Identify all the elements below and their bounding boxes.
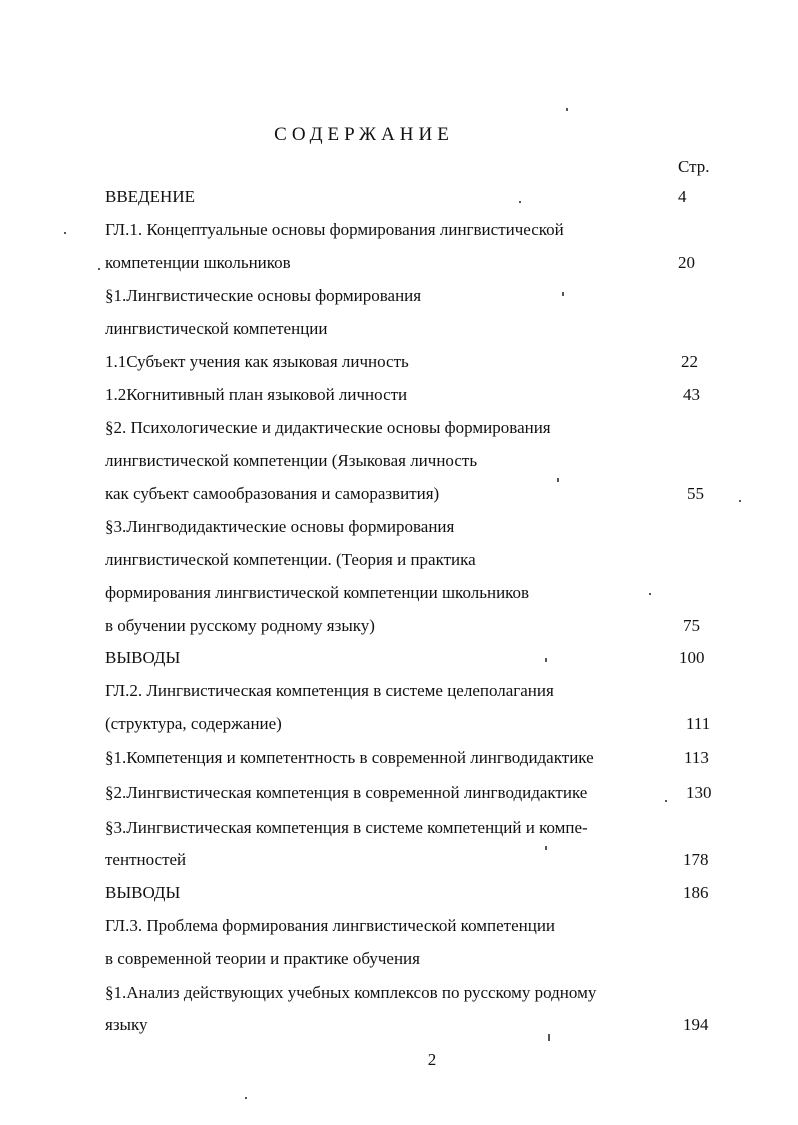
page-column-label: Стр. (678, 157, 710, 176)
toc-line: ВЫВОДЫ (105, 883, 181, 902)
toc-line: в современной теории и практике обучения (105, 949, 420, 968)
scan-speck (649, 593, 651, 595)
toc-page-number: 20 (678, 253, 695, 272)
toc-line: ГЛ.3. Проблема формирования лингвистической компетенции (105, 916, 556, 935)
toc-line: ГЛ.2. Лингвистическая компетенция в системе целеполагания (105, 681, 554, 700)
toc-page-number: 55 (687, 484, 704, 503)
scan-speck (566, 108, 568, 111)
scan-speck (562, 292, 564, 296)
toc-line: §3.Лингводидактические основы формирования (105, 517, 455, 536)
toc-page-number: 130 (686, 783, 712, 802)
toc-line: лингвистической компетенции (105, 319, 328, 338)
toc-line: 1.2Когнитивный план языковой личности (105, 385, 408, 404)
toc-line: в обучении русскому родному языку) (105, 616, 375, 635)
toc-line: ГЛ.1. Концептуальные основы формирования лингвистической (105, 220, 564, 239)
toc-line: ВВЕДЕНИЕ (105, 187, 195, 206)
toc-line: лингвистической компетенции (Языковая личность (105, 451, 478, 470)
toc-line: §2. Психологические и дидактические основы формирования (105, 418, 551, 437)
toc-line: §1.Анализ действующих учебных комплексов по русскому родному (105, 983, 597, 1002)
toc-page-number: 22 (681, 352, 698, 371)
toc-line: лингвистической компетенции. (Теория и практика (105, 550, 476, 569)
scan-speck (665, 800, 667, 802)
toc-line: формирования лингвистической компетенции школьников (105, 583, 530, 602)
toc-page-number: 4 (678, 187, 687, 206)
scan-speck (739, 500, 741, 502)
scan-speck (519, 201, 521, 203)
toc-line: тентностей (105, 850, 187, 869)
toc-line: §2.Лингвистическая компетенция в современной лингводидактике (105, 783, 588, 802)
toc-page-number: 113 (684, 748, 709, 767)
toc-page-number: 75 (683, 616, 700, 635)
toc-line: §1.Компетенция и компетентность в современной лингводидактике (105, 748, 594, 767)
toc-line: 1.1Субъект учения как языковая личность (105, 352, 409, 371)
scan-speck (557, 478, 559, 482)
toc-page-number: 194 (683, 1015, 709, 1034)
page-number-footer: 2 (427, 1050, 437, 1069)
scan-speck (245, 1097, 247, 1099)
toc-page-number: 186 (683, 883, 709, 902)
scan-speck (545, 658, 547, 662)
toc-page-number: 111 (686, 714, 711, 733)
toc-line: §3.Лингвистическая компетенция в системе компетенций и компе- (105, 818, 588, 837)
toc-line: (структура, содержание) (105, 714, 282, 733)
toc-title: СОДЕРЖАНИЕ (274, 124, 454, 145)
toc-line: §1.Лингвистические основы формирования (105, 286, 422, 305)
toc-line: ВЫВОДЫ (105, 648, 181, 667)
toc-line: как субъект самообразования и саморазвития) (105, 484, 440, 503)
scan-speck (64, 232, 66, 234)
scan-speck (548, 1034, 550, 1041)
toc-page-number: 43 (683, 385, 700, 404)
scan-speck (545, 846, 547, 850)
toc-page-number: 178 (683, 850, 709, 869)
toc-line: компетенции школьников (105, 253, 291, 272)
toc-page-number: 100 (679, 648, 705, 667)
scan-speck (98, 268, 100, 270)
toc-line: языку (105, 1015, 148, 1034)
